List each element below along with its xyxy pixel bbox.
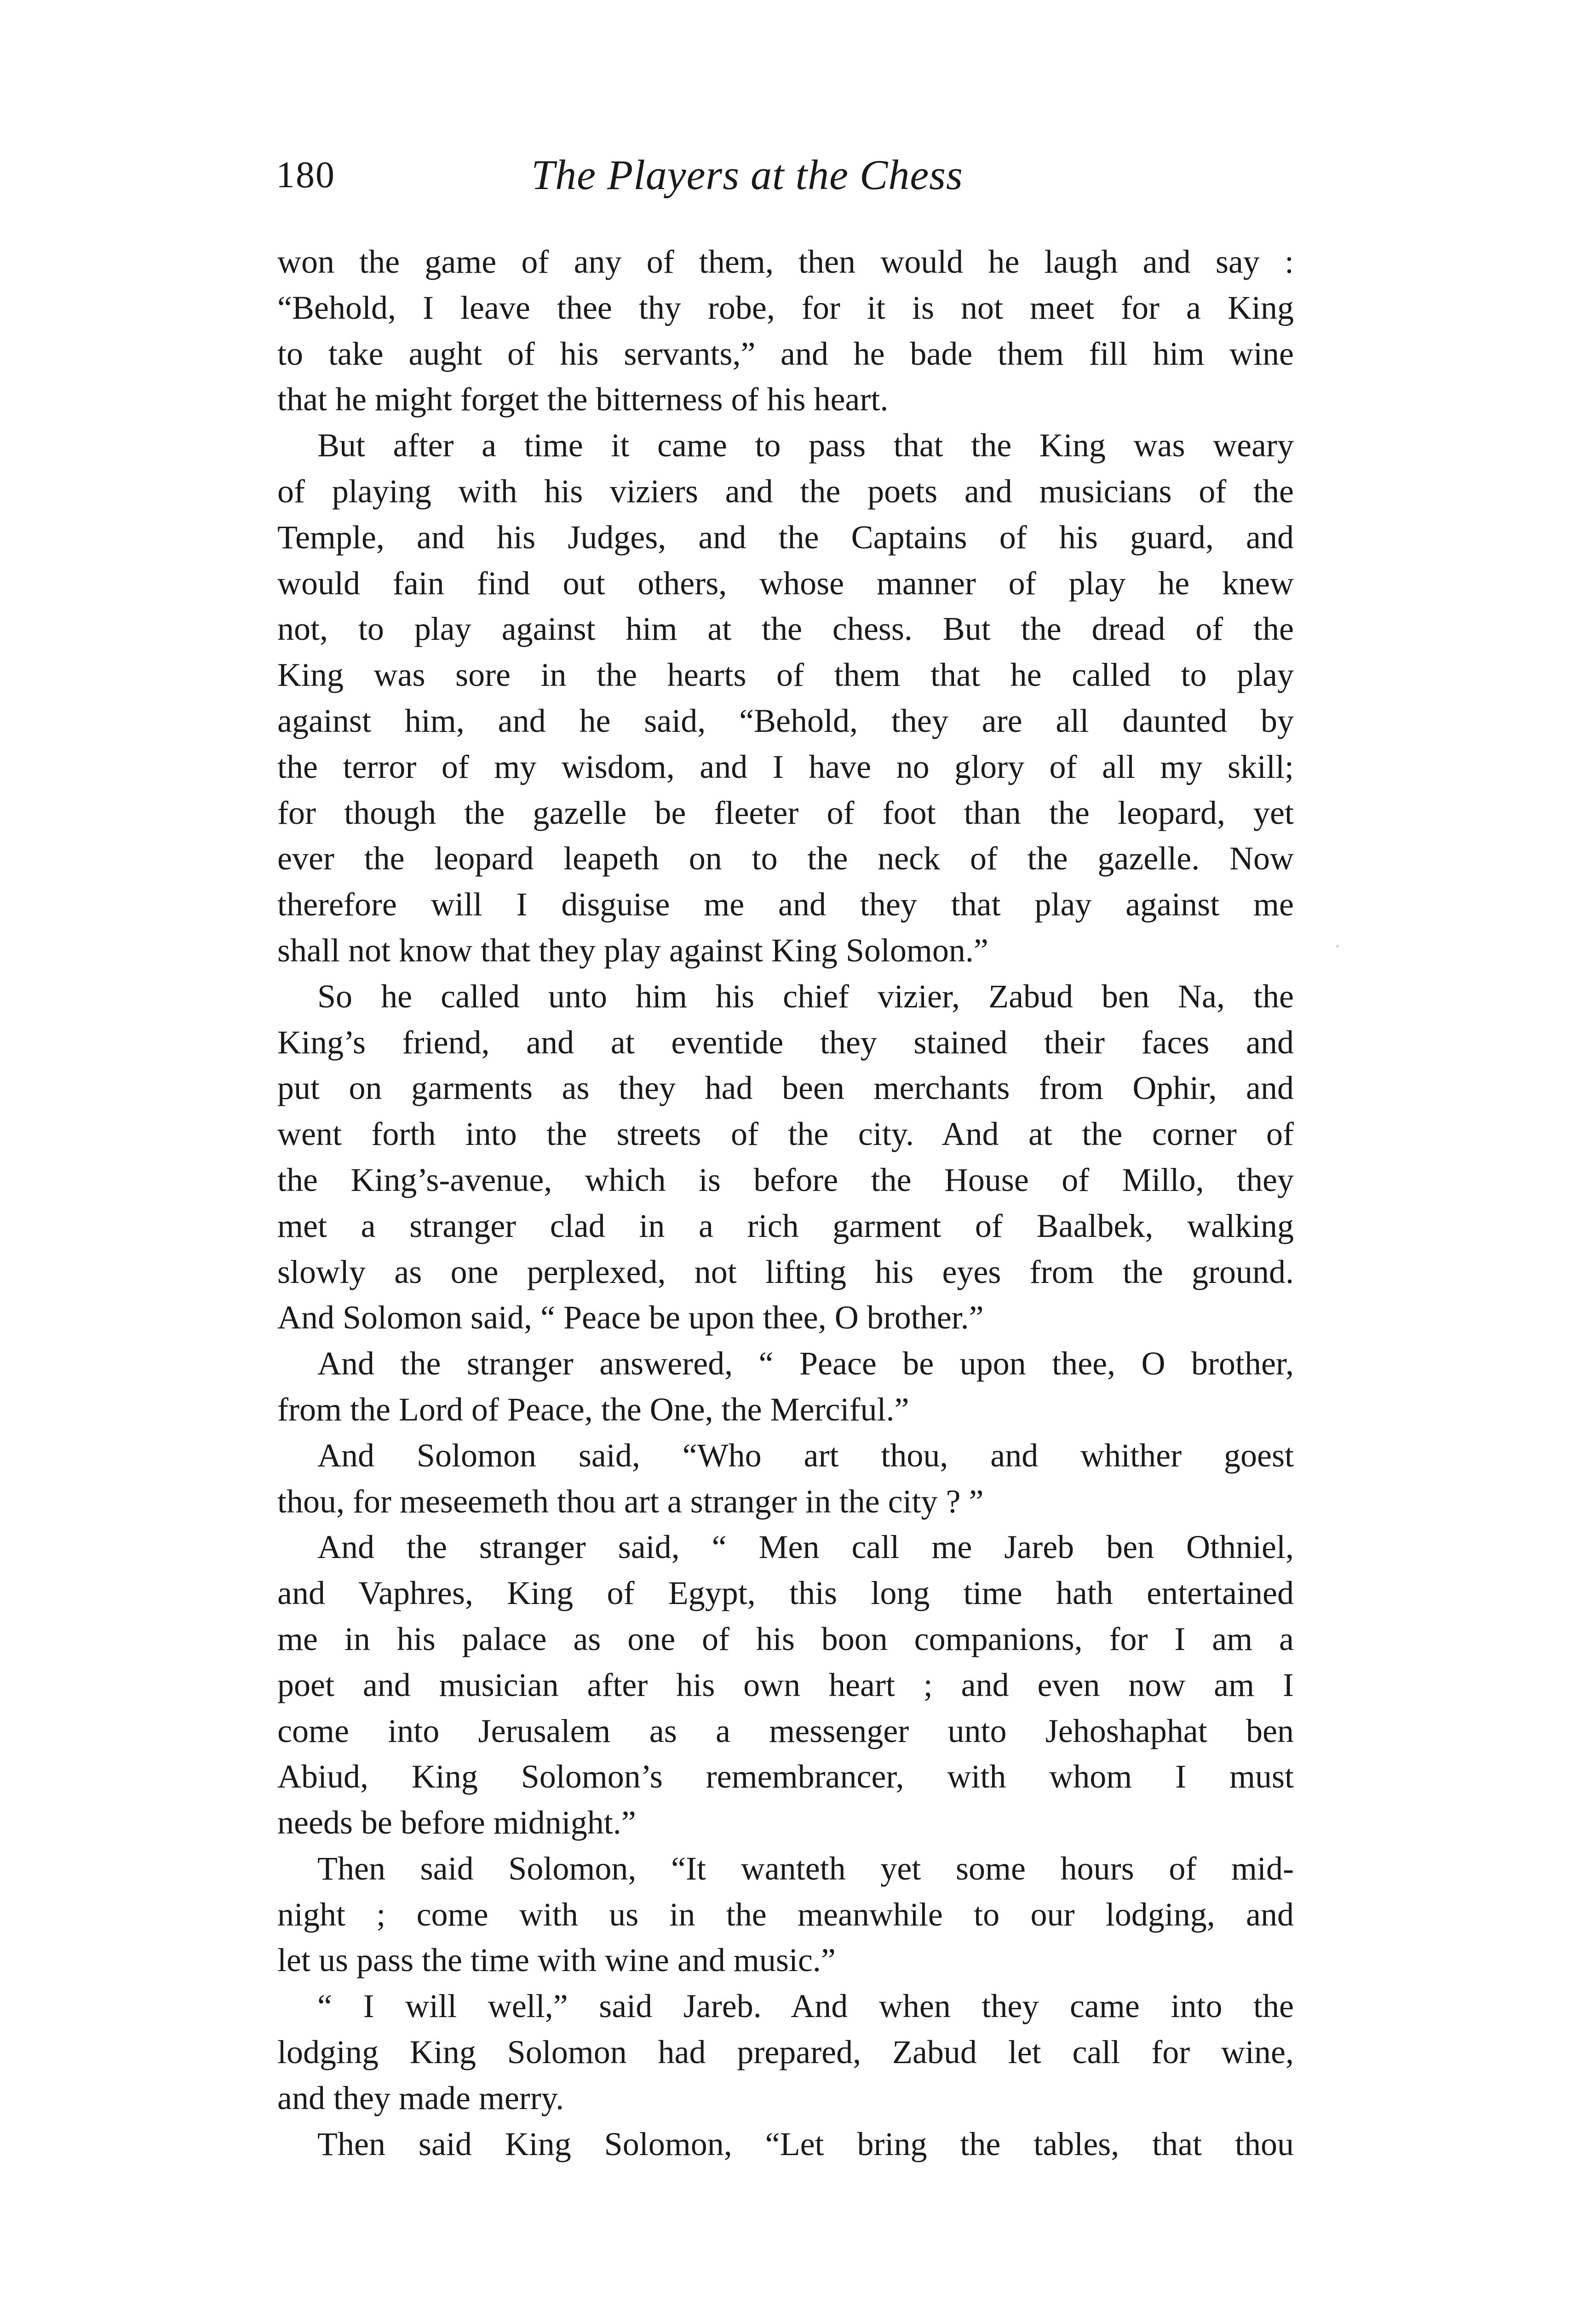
paragraph-first-line: So he called unto him his chief vizier, Zabud ben Na, the [317, 978, 1294, 1015]
paper-speck [1336, 945, 1339, 947]
text-line: King’s friend, and at eventide they stained their faces and [277, 1024, 1294, 1061]
text-line: poet and musician after his own heart ; and even now am I [277, 1666, 1294, 1703]
text-line: not, to play against him at the chess. But the dread of the [277, 610, 1294, 648]
body-text [277, 239, 1294, 2167]
text-line: of playing with his viziers and the poets and musicians of the [277, 472, 1294, 510]
paragraph-first-line: And the stranger answered, “ Peace be upon thee, O brother, [317, 1345, 1294, 1382]
paragraph-first-line: And Solomon said, “Who art thou, and whither goest [317, 1437, 1294, 1474]
paragraph-first-line: And the stranger said, “ Men call me Jareb ben Othniel, [317, 1529, 1294, 1566]
text-line: to take aught of his servants,” and he bade them fill him wine [277, 335, 1294, 372]
text-line: that he might forget the bitterness of his heart. [277, 381, 889, 418]
text-line: me in his palace as one of his boon companions, for I am a [277, 1620, 1294, 1657]
text-line: let us pass the time with wine and music.” [277, 1942, 836, 1979]
text-line: and Vaphres, King of Egypt, this long time hath entertained [277, 1575, 1294, 1612]
text-line: from the Lord of Peace, the One, the Merciful.” [277, 1391, 909, 1428]
text-line: Abiud, King Solomon’s remembrancer, with whom I must [277, 1758, 1294, 1795]
text-line: against him, and he said, “Behold, they are all daunted by [277, 702, 1294, 739]
paragraph-first-line: Then said Solomon, “It wanteth yet some hours of mid- [317, 1850, 1294, 1887]
paragraph-first-line: Then said King Solomon, “Let bring the tables, that thou [317, 2125, 1294, 2162]
paragraph-first-line: “ I will well,” said Jareb. And when they came into the [317, 1988, 1294, 2025]
text-line: shall not know that they play against King Solomon.” [277, 932, 988, 969]
text-line: and they made merry. [277, 2079, 564, 2116]
text-line: the King’s-avenue, which is before the House of Millo, they [277, 1161, 1294, 1198]
text-line: for though the gazelle be fleeter of foot than the leopard, yet [277, 794, 1294, 831]
text-line: slowly as one perplexed, not lifting his eyes from the ground. [277, 1253, 1294, 1290]
text-line: won the game of any of them, then would he laugh and say : [277, 243, 1294, 280]
text-line: night ; come with us in the meanwhile to our lodging, and [277, 1896, 1294, 1933]
text-line: met a stranger clad in a rich garment of Baalbek, walking [277, 1207, 1294, 1244]
page-header [276, 147, 1320, 202]
running-title: The Players at the Chess [531, 151, 963, 198]
text-line: put on garments as they had been merchants from Ophir, and [277, 1070, 1294, 1107]
text-line: needs be before midnight.” [277, 1804, 636, 1841]
text-line: lodging King Solomon had prepared, Zabud let call for wine, [277, 2034, 1294, 2071]
text-line: “Behold, I leave thee thy robe, for it is not meet for a King [277, 289, 1294, 326]
text-line: come into Jerusalem as a messenger unto Jehoshaphat ben [277, 1712, 1294, 1749]
text-line: the terror of my wisdom, and I have no glory of all my skill; [277, 748, 1294, 785]
text-line: would fain find out others, whose manner of play he knew [277, 564, 1294, 602]
text-line: And Solomon said, “ Peace be upon thee, O brother.” [277, 1299, 984, 1336]
paragraph-first-line: But after a time it came to pass that the King was weary [317, 427, 1294, 464]
text-line: ever the leopard leapeth on to the neck of the gazelle. Now [277, 840, 1294, 877]
text-line: therefore will I disguise me and they that play against me [277, 886, 1294, 923]
text-line: Temple, and his Judges, and the Captains of his guard, and [277, 518, 1294, 556]
text-line: King was sore in the hearts of them that he called to play [277, 656, 1294, 694]
text-line: went forth into the streets of the city. And at the corner of [277, 1116, 1294, 1153]
text-line: thou, for meseemeth thou art a stranger in the city ? ” [277, 1483, 984, 1520]
page-number: 180 [276, 154, 335, 196]
